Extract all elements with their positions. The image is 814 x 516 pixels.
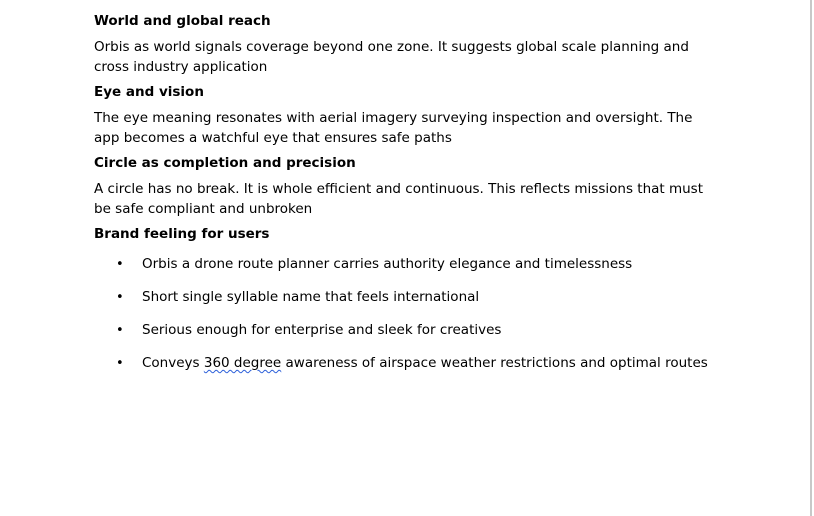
list-item-text: Serious enough for enterprise and sleek for creatives (142, 322, 502, 338)
section-heading-circle: Circle as completion and precision (94, 155, 356, 171)
bullet-icon: • (116, 356, 124, 371)
list-item (94, 354, 714, 373)
section-body-world: Orbis as world signals coverage beyond one zone. It suggests global scale planning and cross industry application (94, 39, 689, 75)
bullet-icon: • (116, 323, 124, 338)
document-body[interactable] (94, 11, 714, 387)
section-heading-brand-feeling: Brand feeling for users (94, 226, 270, 242)
section-body-circle: A circle has no break. It is whole efficient and continuous. This reflects missions that must be safe compliant and unbroken (94, 181, 704, 217)
list-item-text-end: awareness of airspace weather restrictions and optimal routes (281, 355, 708, 371)
list-item (94, 321, 714, 340)
section-body-eye: The eye meaning resonates with aerial imagery surveying inspection and oversight. The app becomes a watchful eye that ensures safe paths (94, 110, 693, 146)
list-item-text: Short single syllable name that feels international (142, 289, 480, 305)
bullet-icon: • (116, 290, 124, 305)
list-item (94, 288, 714, 307)
list-item (94, 255, 714, 274)
list-item-text: Orbis a drone route planner carries authority elegance and timelessness (142, 256, 633, 272)
bullet-icon: • (116, 257, 124, 272)
spellcheck-flagged-word[interactable]: 360 degree (203, 355, 282, 371)
page-right-edge (810, 0, 812, 516)
section-heading-world: World and global reach (94, 13, 271, 29)
brand-feeling-list (94, 255, 714, 373)
section-heading-eye: Eye and vision (94, 84, 204, 100)
list-item-text-start: Conveys (142, 355, 204, 371)
